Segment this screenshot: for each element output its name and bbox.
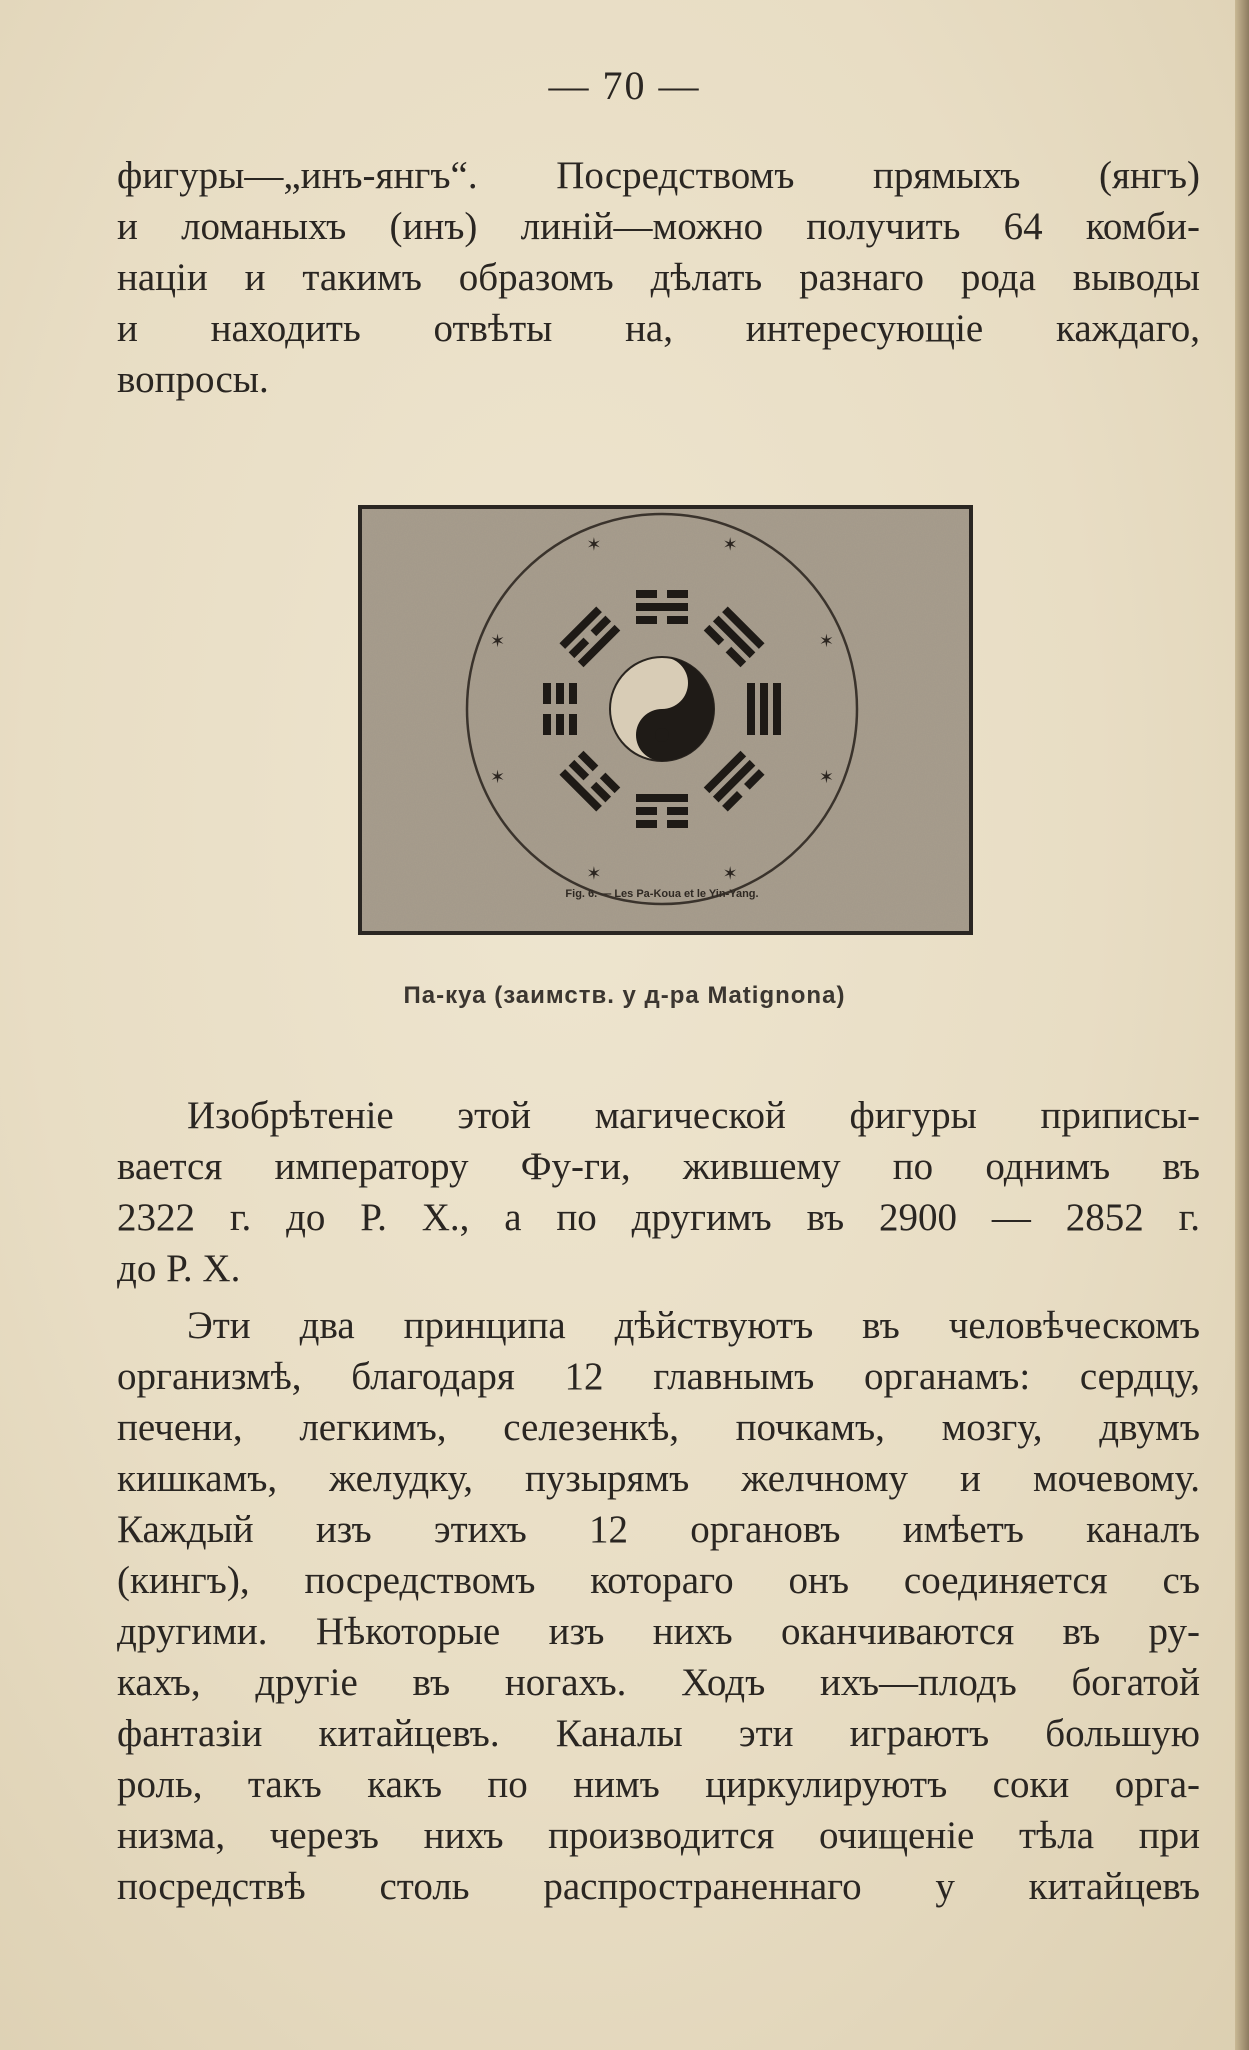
paragraph-1 <box>117 150 1200 405</box>
trigram-line-solid <box>760 683 768 735</box>
trigram-line-broken <box>636 820 657 828</box>
paragraph-3 <box>117 1300 1200 1912</box>
figure-caption: Па-куа (заимств. у д-ра Matignona) <box>403 982 846 1009</box>
trigram-line-broken <box>543 714 551 735</box>
trigram-line-broken <box>667 616 688 624</box>
illustration-label: Fig. 6. — Les Pa-Koua et le Yin-Yang. <box>565 888 759 900</box>
text-line: низма, черезъ нихъ производится очищеніе тѣла при <box>117 1814 1200 1857</box>
text-line: организмѣ, благодаря 12 главнымъ органамъ: сердцу, <box>117 1355 1200 1398</box>
pa-kua-diagram <box>362 509 969 931</box>
pa-kua-illustration <box>358 505 973 935</box>
text-line: Эти два принципа дѣйствуютъ въ человѣческомъ <box>187 1304 1200 1347</box>
trigram-line-broken <box>556 683 564 704</box>
text-line: вается императору Фу-ги, жившему по однимъ въ <box>117 1145 1200 1188</box>
page-edge <box>1235 0 1249 2050</box>
trigram <box>747 683 781 735</box>
trigram-line-solid <box>636 794 688 802</box>
trigram-line-solid <box>636 603 688 611</box>
text-line: Изобрѣтеніе этой магической фигуры приписы- <box>187 1094 1200 1137</box>
text-line: націи и такимъ образомъ дѣлать разнаго рода выводы <box>117 256 1200 299</box>
star-ornament: ✶ <box>818 767 834 788</box>
text-line: Каждый изъ этихъ 12 органовъ имѣетъ каналъ <box>117 1508 1200 1551</box>
text-line: посредствѣ столь распространеннаго у китайцевъ <box>117 1865 1200 1908</box>
star-ornament: ✶ <box>586 534 602 555</box>
trigram-line-broken <box>667 590 688 598</box>
text-line: кахъ, другіе въ ногахъ. Ходъ ихъ—плодъ богатой <box>117 1661 1200 1704</box>
star-ornament: ✶ <box>490 630 506 651</box>
page-number: — 70 — <box>548 63 701 108</box>
trigram-line-broken <box>569 683 577 704</box>
star-ornament: ✶ <box>722 534 738 555</box>
star-ornament: ✶ <box>586 863 602 884</box>
text-line: до Р. Х. <box>117 1247 241 1290</box>
trigram-line-broken <box>569 714 577 735</box>
text-line <box>117 150 1200 201</box>
trigram-line-solid <box>747 683 755 735</box>
trigram-line-broken <box>667 820 688 828</box>
trigram-line-solid <box>773 683 781 735</box>
text-line: фантазіи китайцевъ. Каналы эти играютъ большую <box>117 1712 1200 1755</box>
text-line-content: фигуры—„инъ-янгъ“. Посредствомъ прямыхъ (янгъ) <box>117 154 1200 197</box>
star-ornament: ✶ <box>722 863 738 884</box>
text-line: вопросы. <box>117 358 269 401</box>
text-line: 2322 г. до Р. Х., а по другимъ въ 2900 — 2852 г. <box>117 1196 1200 1239</box>
star-ornament: ✶ <box>490 767 506 788</box>
text-line: (кингъ), посредствомъ котораго онъ соединяется съ <box>117 1559 1200 1602</box>
trigram-line-broken <box>636 616 657 624</box>
trigram-line-broken <box>543 683 551 704</box>
trigram-line-broken <box>636 590 657 598</box>
text-line: и находить отвѣты на, интересующіе каждаго, <box>117 307 1200 350</box>
trigram-line-broken <box>556 714 564 735</box>
paragraph-2 <box>117 1090 1200 1294</box>
trigram-line-broken <box>636 807 657 815</box>
text-line: и ломаныхъ (инъ) линій—можно получить 64 комби- <box>117 205 1200 248</box>
text-line: кишкамъ, желудку, пузырямъ желчному и мочевому. <box>117 1457 1200 1500</box>
trigram-line-broken <box>667 807 688 815</box>
text-line: другими. Нѣкоторые изъ нихъ оканчиваются въ ру- <box>117 1610 1200 1653</box>
star-ornament: ✶ <box>818 630 834 651</box>
yin-yang-dark-dot <box>655 728 669 742</box>
text-line: печени, легкимъ, селезенкѣ, почкамъ, мозгу, двумъ <box>117 1406 1200 1449</box>
yin-yang-light-dot <box>655 676 669 690</box>
text-line: роль, такъ какъ по нимъ циркулируютъ соки орга- <box>117 1763 1200 1806</box>
